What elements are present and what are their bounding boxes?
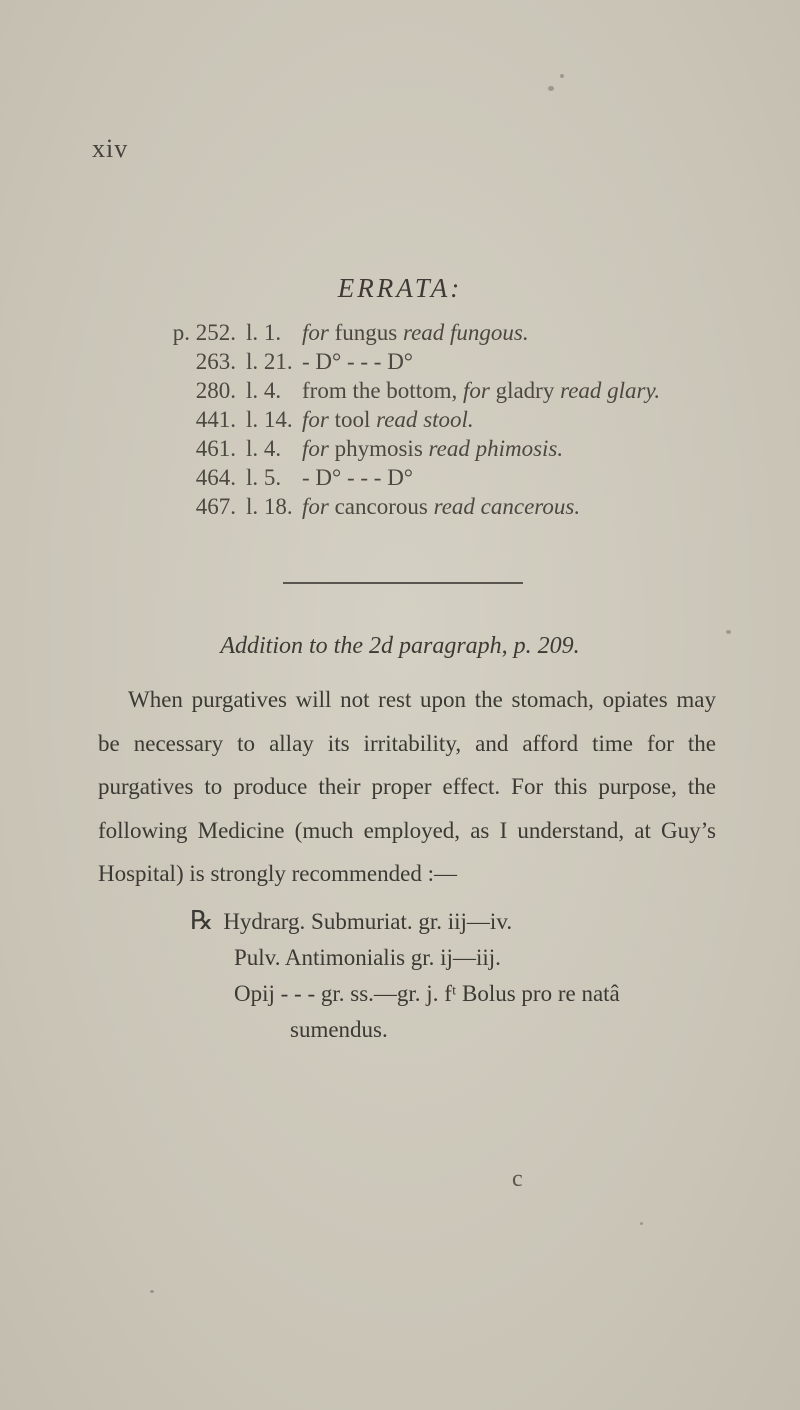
errata-row [144,405,784,434]
errata-row [144,463,784,492]
errata-row [144,376,784,405]
paper-speck [150,1290,154,1293]
errata-correction: for phymosis read phimosis. [302,436,564,461]
errata-row [144,347,784,376]
errata-correction: for fungus read fungous. [302,320,529,345]
errata-page: 280. [195,378,236,403]
errata-title: ERRATA: [337,273,463,303]
errata-correction: - D° - - - D° [302,349,414,374]
paper-speck [560,74,564,78]
prescription-line: ℞ Hydrarg. Submuriat. gr. iij—iv. [190,906,513,935]
errata-line: l. 14. [246,407,293,432]
errata-row [144,434,784,463]
addition-heading: Addition to the 2d paragraph, p. 209. [220,633,580,659]
errata-page: 461. [195,436,236,461]
errata-correction: from the bottom, for gladry read glary. [302,378,661,403]
section-divider [283,582,523,584]
errata-line: l. 18. [246,494,293,519]
errata-page: 464. [195,465,236,490]
errata-line: l. 21. [246,349,293,374]
errata-correction: - D° - - - D° [302,465,414,490]
signature-mark: c [512,1166,523,1192]
prescription-line: Opij - - - gr. ss.—gr. j. fᵗ Bolus pro re natâ [234,981,620,1006]
prescription-line: Pulv. Antimonialis gr. ij—iij. [234,945,501,970]
page-number: xiv [92,134,129,163]
errata-row [144,318,784,347]
errata-page: 441. [195,407,236,432]
paper-speck [640,1222,643,1225]
prescription-line: sumendus. [290,1017,388,1042]
addition-paragraph: When purgatives will not rest upon the stomach, opiates may be necessary to allay its irritability, and afford time for the purgatives to produce their proper effect. For this purpose, the following Medicine (much employed, as I understand, at Guy’s Hospital) is strongly recommended :— [98,687,716,886]
recipe-icon: ℞ [190,906,214,935]
errata-line: l. 5. [246,465,282,490]
errata-page: 467. [195,494,236,519]
errata-page: p. 252. [172,320,236,345]
errata-correction: for tool read stool. [302,407,474,432]
errata-line: l. 1. [246,320,282,345]
errata-line: l. 4. [246,436,282,461]
errata-row [144,492,784,521]
errata-page: 263. [195,349,236,374]
paper-speck [726,630,731,634]
paper-speck [548,86,554,91]
errata-list [144,318,784,521]
errata-line: l. 4. [246,378,282,403]
prescription [190,903,750,1048]
errata-correction: for cancorous read cancerous. [302,494,581,519]
